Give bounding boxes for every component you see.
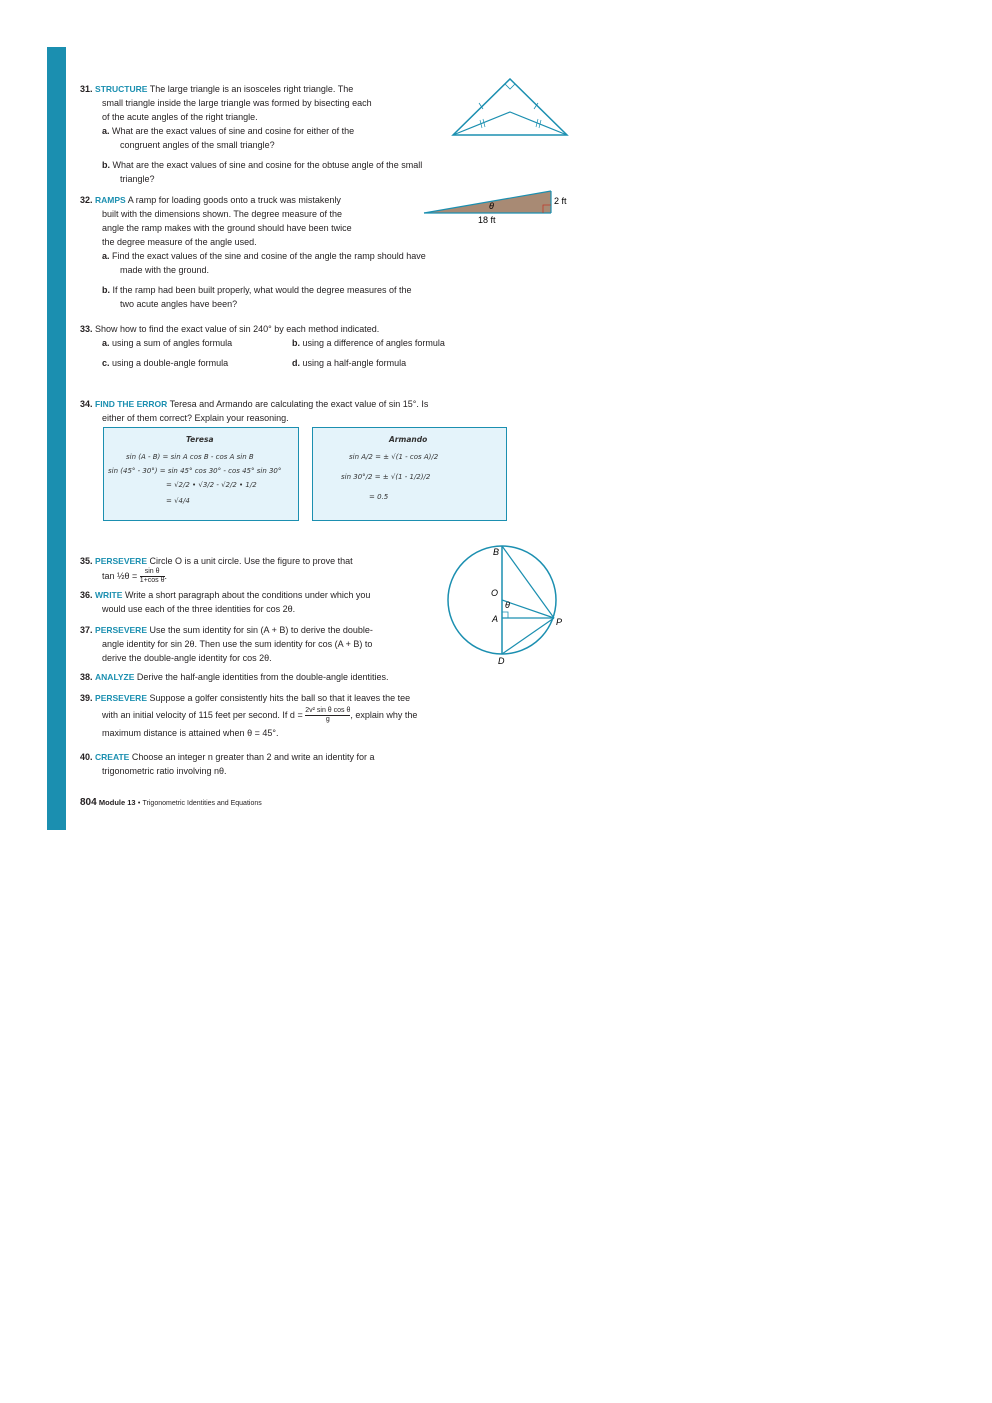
part-b xyxy=(80,283,500,297)
question-text: A ramp for loading goods onto a truck was mistakenly xyxy=(127,195,341,205)
question-34 xyxy=(80,397,500,425)
question-text: , explain why the xyxy=(350,709,418,720)
question-36 xyxy=(80,588,440,616)
question-text: angle identity for sin 2θ. Then use the sum identity for cos (A + B) to xyxy=(102,639,373,649)
ramp-figure xyxy=(422,189,572,229)
question-text: Write a short paragraph about the conditions under which you xyxy=(124,590,371,600)
part-text: two acute angles have been? xyxy=(120,299,238,309)
point-d-label: D xyxy=(498,656,505,666)
question-38 xyxy=(80,670,500,684)
question-text: would use each of the three identities for cos 2θ. xyxy=(102,604,296,614)
question-tag: ANALYZE xyxy=(95,672,135,682)
part-text: What are the exact values of sine and cosine for the obtuse angle of the small xyxy=(112,160,423,170)
question-tag: PERSEVERE xyxy=(95,693,147,703)
unit-circle-figure xyxy=(440,538,570,670)
part-text: using a sum of angles formula xyxy=(112,338,233,348)
teresa-line: = √4/4 xyxy=(166,497,190,505)
angle-label: θ xyxy=(489,201,494,211)
isosceles-triangle-figure xyxy=(450,78,570,140)
question-tag: PERSEVERE xyxy=(95,556,147,566)
question-text: derive the double-angle identity for cos 2θ. xyxy=(102,653,272,663)
part-text: using a double-angle formula xyxy=(112,358,229,368)
question-31 xyxy=(80,82,500,186)
part-c xyxy=(102,356,292,370)
formula-text: . xyxy=(164,570,168,581)
fraction-denominator: g xyxy=(305,715,350,724)
armando-line: sin 30°/2 = ± √(1 - 1/2)/2 xyxy=(341,473,431,481)
fraction-numerator: 2v² sin θ cos θ xyxy=(305,707,351,714)
armando-line: sin A/2 = ± √(1 - cos A)/2 xyxy=(349,453,439,461)
question-tag: PERSEVERE xyxy=(95,625,147,635)
fraction-numerator: sin θ xyxy=(144,568,160,575)
question-text: Circle O is a unit circle. Use the figure to prove that xyxy=(149,556,353,566)
armando-name: Armando xyxy=(389,435,428,444)
formula-fraction xyxy=(140,568,165,585)
part-b xyxy=(292,336,482,350)
part-a xyxy=(102,336,292,350)
part-text: If the ramp had been built properly, what would the degree measures of the xyxy=(112,285,412,295)
formula-text: tan ½θ = xyxy=(102,570,138,581)
point-p-label: P xyxy=(556,617,563,627)
teresa-line: sin (A - B) = sin A cos B - cos A sin B xyxy=(126,453,254,461)
question-text: Use the sum identity for sin (A + B) to derive the double- xyxy=(149,625,373,635)
question-tag: RAMPS xyxy=(95,195,126,205)
question-tag: CREATE xyxy=(95,752,130,762)
height-label: 2 ft xyxy=(554,196,567,206)
question-text: The large triangle is an isosceles right triangle. The xyxy=(149,84,354,94)
question-text: Choose an integer n greater than 2 and write an identity for a xyxy=(131,752,375,762)
accent-sidebar xyxy=(47,47,66,830)
part-text: using a half-angle formula xyxy=(302,358,407,368)
question-text: maximum distance is attained when θ = 45°. xyxy=(102,728,279,738)
point-o-label: O xyxy=(491,588,499,598)
armando-work-box xyxy=(312,427,507,521)
fraction-denominator: 1+cos θ xyxy=(139,577,165,584)
question-text: built with the dimensions shown. The degree measure of the xyxy=(102,209,342,219)
part-text: congruent angles of the small triangle? xyxy=(120,140,275,150)
teresa-name: Teresa xyxy=(186,435,214,444)
page-footer xyxy=(80,796,262,811)
question-number: 35. xyxy=(80,556,93,566)
part-d xyxy=(292,356,482,370)
part-text: using a difference of angles formula xyxy=(302,338,445,348)
question-number: 33. xyxy=(80,324,93,334)
question-text: the degree measure of the angle used. xyxy=(102,237,257,247)
part-text: What are the exact values of sine and cosine for either of the xyxy=(112,126,355,136)
question-text: either of them correct? Explain your reasoning. xyxy=(102,413,289,423)
part-label: b. xyxy=(102,160,110,170)
question-number: 31. xyxy=(80,84,93,94)
footer-separator: • xyxy=(137,800,141,807)
question-text: small triangle inside the large triangle was formed by bisecting each xyxy=(102,98,372,108)
question-text: Suppose a golfer consistently hits the ball so that it leaves the tee xyxy=(149,693,411,703)
point-b-label: B xyxy=(493,547,500,557)
base-label: 18 ft xyxy=(478,215,496,225)
armando-line: = 0.5 xyxy=(369,493,389,501)
page-number: 804 xyxy=(80,797,97,808)
question-tag: FIND THE ERROR xyxy=(95,399,168,409)
question-number: 32. xyxy=(80,195,93,205)
part-text: made with the ground. xyxy=(120,265,210,275)
part-text: Find the exact values of the sine and cosine of the angle the ramp should have xyxy=(112,251,426,261)
question-text: with an initial velocity of 115 feet per second. If d = xyxy=(102,709,303,720)
question-number: 39. xyxy=(80,693,93,703)
question-40 xyxy=(80,750,500,778)
parts-row-ab xyxy=(80,336,500,350)
part-label: a. xyxy=(102,251,110,261)
part-label: b. xyxy=(292,338,300,348)
question-text: Derive the half-angle identities from the double-angle identities. xyxy=(136,672,389,682)
distance-fraction xyxy=(305,707,350,724)
question-number: 37. xyxy=(80,625,93,635)
question-number: 34. xyxy=(80,399,93,409)
part-label: a. xyxy=(102,338,110,348)
question-tag: WRITE xyxy=(95,590,123,600)
question-text: of the acute angles of the right triangle. xyxy=(102,112,258,122)
question-35 xyxy=(80,554,420,585)
point-a-label: A xyxy=(492,614,499,624)
question-text-line xyxy=(80,707,500,724)
formula-line xyxy=(80,568,420,585)
question-text: Teresa and Armando are calculating the exact value of sin 15°. Is xyxy=(169,399,429,409)
parts-row-cd xyxy=(80,356,500,370)
part-label: d. xyxy=(292,358,300,368)
question-number: 36. xyxy=(80,590,93,600)
question-tag: STRUCTURE xyxy=(95,84,148,94)
part-label: a. xyxy=(102,126,110,136)
part-text: triangle? xyxy=(120,174,155,184)
part-a xyxy=(80,249,500,263)
question-number: 40. xyxy=(80,752,93,762)
teresa-line: = √2/2 • √3/2 - √2/2 • 1/2 xyxy=(166,481,257,489)
question-37 xyxy=(80,623,440,665)
question-text: Show how to find the exact value of sin 240° by each method indicated. xyxy=(95,324,380,334)
teresa-work-box xyxy=(103,427,299,521)
question-number: 38. xyxy=(80,672,93,682)
theta-label: θ xyxy=(505,600,510,610)
module-title: Trigonometric Identities and Equations xyxy=(142,800,262,807)
module-name: Module 13 xyxy=(98,798,136,807)
part-a xyxy=(80,124,500,138)
part-label: c. xyxy=(102,358,110,368)
part-b xyxy=(80,158,500,172)
question-text: trigonometric ratio involving nθ. xyxy=(102,766,227,776)
teresa-line: sin (45° - 30°) = sin 45° cos 30° - cos 45° sin 30° xyxy=(108,467,282,475)
question-33 xyxy=(80,322,500,370)
question-39 xyxy=(80,691,500,740)
question-text: angle the ramp makes with the ground should have been twice xyxy=(102,223,352,233)
part-label: b. xyxy=(102,285,110,295)
